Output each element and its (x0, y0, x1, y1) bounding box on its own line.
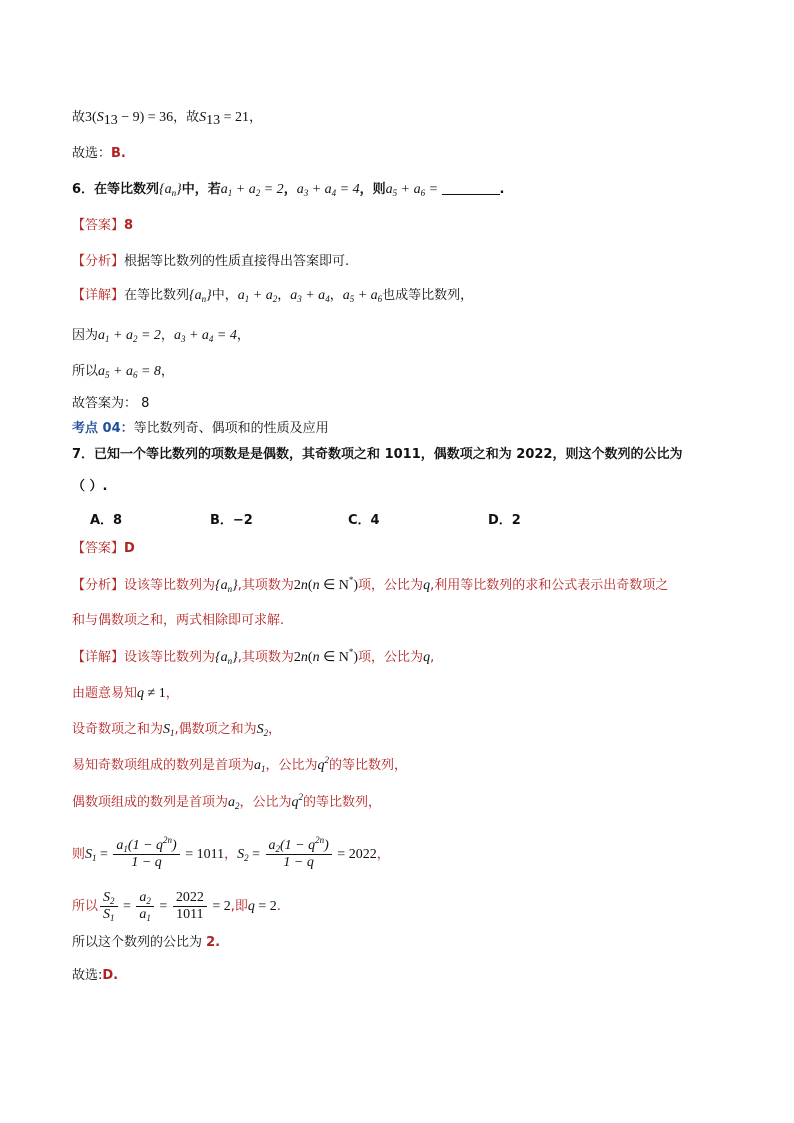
prev-result-line: 故$3(S_{13} - 9) = 36$，故$S_{13} = 21$， (72, 110, 263, 128)
q7-answer: 【答案】D (72, 541, 135, 556)
q6-detail: 【详解】在等比数列$\{a_n\}$中，$a_1 + a_2$，$a_3 + a_4$，$a_5 + a_6$也成等比数列， (72, 288, 474, 304)
q7-sums-line: 设奇数项之和为$S_1$,偶数项之和为$S_2$， (72, 722, 282, 738)
q6-analysis: 【分析】根据等比数列的性质直接得出答案即可. (72, 254, 350, 269)
q7-stem-line2: （ ）. (72, 479, 108, 494)
q6-final: 故答案为： 8 (72, 396, 150, 411)
q7-detail: 【详解】设该等比数列为$\{a_n\}$,其项数为2n(n ∈ N*)项，公比为q, (72, 647, 435, 666)
q6-because: 因为$a_1 + a_2 = 2$，$a_3 + a_4 = 4$， (72, 328, 250, 344)
q7-option-c: C．4 (348, 513, 380, 528)
q7-so-line: 所以 $\frac{S_2}{S_1}$ = $\frac{a_2}{a_1}$ = $\frac{2022}{1011}$ = 2,即q = 2. (72, 890, 281, 923)
q7-option-a: A．8 (90, 513, 123, 528)
q7-choice-line: 故选:D. (72, 968, 119, 983)
q6-so: 所以$a_5 + a_6 = 8$， (72, 364, 174, 380)
answer-blank (442, 180, 500, 195)
q7-analysis-line1: 【分析】设该等比数列为$\{a_n\}$,其项数为2n(n ∈ N*)项，公比为q,利用等比数列的求和公式表示出奇数项之 (72, 575, 669, 594)
q7-option-b: B．−2 (210, 513, 253, 528)
topic-heading: 考点 04：等比数列奇、偶项和的性质及应用 (72, 421, 329, 436)
q7-q-line: 由题意易知q ≠ 1， (72, 686, 179, 701)
q7-option-d: D．2 (488, 513, 521, 528)
prev-choice-line: 故选：B. (72, 146, 126, 161)
q7-even-line: 偶数项组成的数列是首项为$a_2$，公比为$q^2$的等比数列， (72, 792, 382, 811)
q6-stem: 6．在等比数列$\{a_n\}$中，若$a_1 + a_2 = 2$，$a_3 + a_4 = 4$，则$a_5 + a_6$ = . (72, 182, 505, 198)
q7-ratio-line: 所以这个数列的公比为 2. (72, 935, 221, 950)
q7-then-line: 则$S_1$ = $\frac{a_1(1 - q^{2n})}{1 - q}$ = 1011，$S_2$ = $\frac{a_2(1 - q^{2n})}{1 - q}$ = 2022， (72, 835, 390, 870)
q6-answer: 【答案】8 (72, 218, 134, 233)
q7-stem-line1: 7．已知一个等比数列的项数是是偶数，其奇数项之和 1011，偶数项之和为 2022，则这个数列的公比为 (72, 447, 683, 462)
q7-analysis-line2: 和与偶数项之和，两式相除即可求解. (72, 613, 285, 628)
q7-odd-line: 易知奇数项组成的数列是首项为$a_1$，公比为$q^2$的等比数列， (72, 755, 408, 774)
